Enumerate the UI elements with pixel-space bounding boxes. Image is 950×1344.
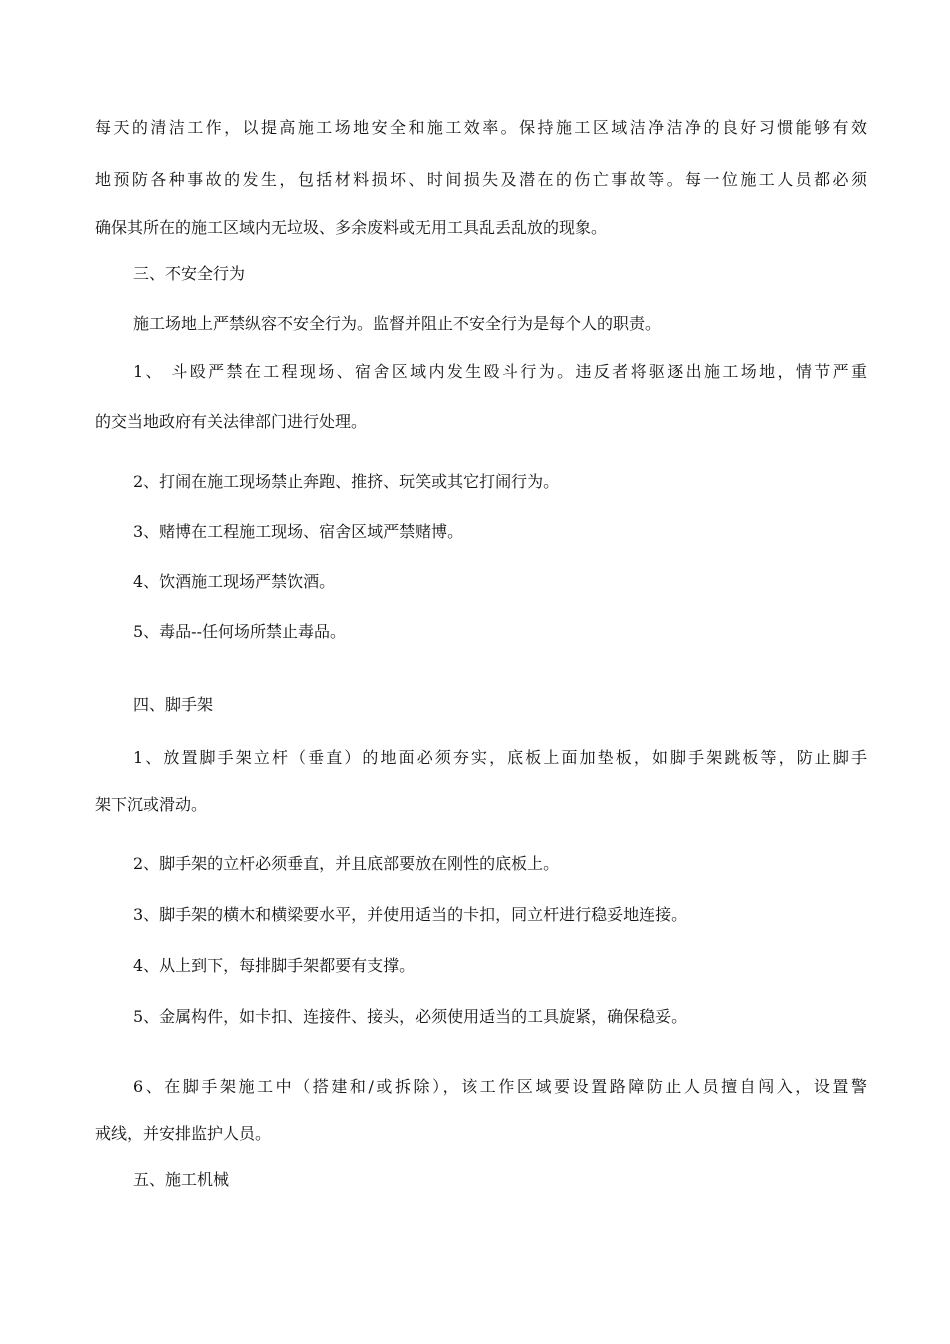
section-3-intro: 施工场地上严禁纵容不安全行为。监督并阻止不安全行为是每个人的职责。 [133,314,662,333]
section-4-item-6-line-1: 6、在脚手架施工中（搭建和/或拆除），该工作区域要设置路障防止人员擅自闯入，设置警 [133,1077,867,1096]
section-4-item-5: 5、金属构件，如卡扣、连接件、接头，必须使用适当的工具旋紧，确保稳妥。 [133,1007,688,1026]
section-4-item-4: 4、从上到下，每排脚手架都要有支撑。 [133,956,416,975]
section-3-item-4: 4、饮酒施工现场严禁饮酒。 [133,572,336,591]
section-4-item-3: 3、脚手架的横木和横梁要水平，并使用适当的卡扣，同立杆进行稳妥地连接。 [133,905,688,924]
intro-paragraph-line-3: 确保其所在的施工区域内无垃圾、多余废料或无用工具乱丢乱放的现象。 [95,218,608,237]
section-4-item-1-line-2: 架下沉或滑动。 [95,795,208,814]
section-4-item-1-line-1: 1、放置脚手架立杆（垂直）的地面必须夯实，底板上面加垫板，如脚手架跳板等，防止脚手 [133,748,867,767]
intro-paragraph-line-2: 地预防各种事故的发生，包括材料损坏、时间损失及潜在的伤亡事故等。每一位施工人员都必须 [95,170,867,189]
section-3-item-1-line-2: 的交当地政府有关法律部门进行处理。 [95,412,368,431]
section-3-item-2: 2、打闹在施工现场禁止奔跑、推挤、玩笑或其它打闹行为。 [133,472,560,491]
section-3-item-3: 3、赌博在工程施工现场、宿舍区域严禁赌博。 [133,522,464,541]
section-4-heading: 四、脚手架 [133,695,214,714]
intro-paragraph-line-1: 每天的清洁工作，以提高施工场地安全和施工效率。保持施工区域洁净洁净的良好习惯能够有效 [95,118,867,137]
section-3-heading: 三、不安全行为 [133,264,246,283]
section-4-item-2: 2、脚手架的立杆必须垂直，并且底部要放在刚性的底板上。 [133,854,560,873]
section-3-item-1-line-1: 1、 斗殴严禁在工程现场、宿舍区域内发生殴斗行为。违反者将驱逐出施工场地，情节严重 [133,362,867,381]
section-4-item-6-line-2: 戒线，并安排监护人员。 [95,1124,272,1143]
section-3-item-5: 5、毒品--任何场所禁止毒品。 [133,622,346,641]
section-5-heading: 五、施工机械 [133,1170,230,1189]
